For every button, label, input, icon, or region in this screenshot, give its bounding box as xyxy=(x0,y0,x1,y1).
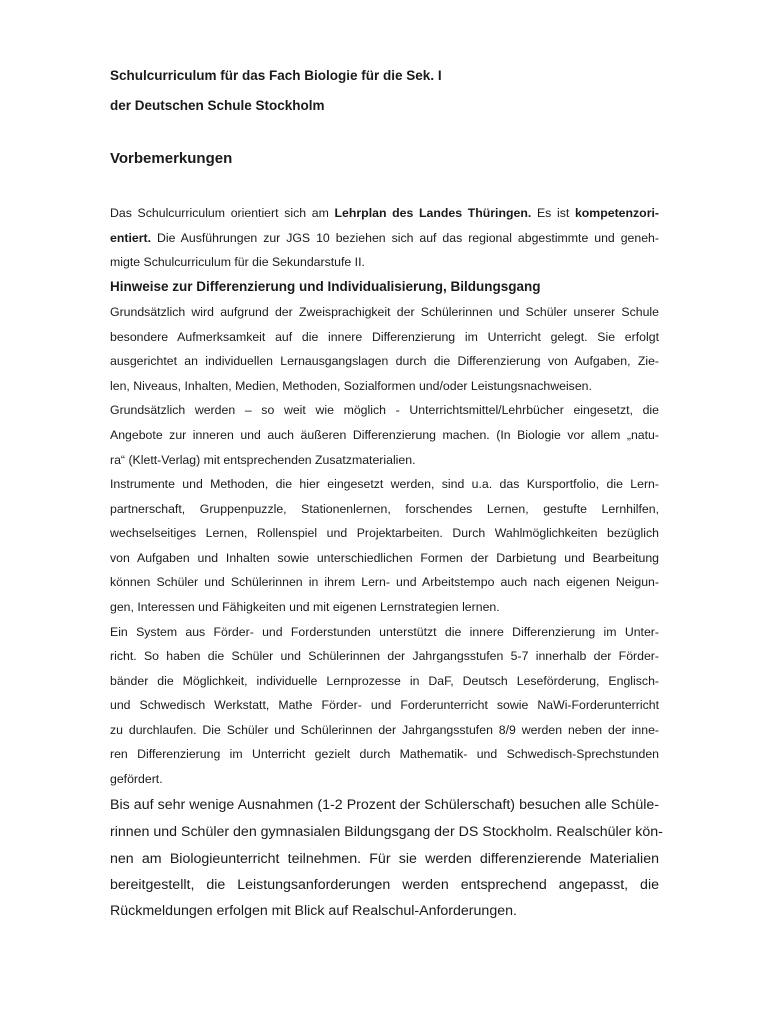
intro-emphasis-kompetenz: kompetenzori- xyxy=(574,206,659,220)
body-line: richt. So haben die Schüler und Schülerinnen der Jahrgangsstufen 5-7 innerhalb der Förder- xyxy=(110,649,659,663)
body-line: und Schwedisch Werkstatt, Mathe Förder- und Forderunterricht sowie NaWi-Forderunterricht xyxy=(110,698,659,712)
document-title-line-1: Schulcurriculum für das Fach Biologie für die Sek. I xyxy=(110,68,442,83)
intro-line-3: migte Schulcurriculum für die Sekundarstufe II. xyxy=(110,255,365,269)
intro-text: Es ist xyxy=(536,206,570,220)
section-heading-vorbemerkungen: Vorbemerkungen xyxy=(110,150,233,167)
body-line-large: Rückmeldungen erfolgen mit Blick auf Realschul-Anforderungen. xyxy=(110,903,517,919)
document-title-line-2: der Deutschen Schule Stockholm xyxy=(110,98,325,113)
body-line: bänder die Möglichkeit, individuelle Lernprozesse in DaF, Deutsch Leseförderung, Englisch- xyxy=(110,674,659,688)
body-line-large: nen am Biologieunterricht teilnehmen. Für sie werden differenzierende Materialien xyxy=(110,851,659,867)
body-line: gefördert. xyxy=(110,772,163,786)
body-line: können Schüler und Schülerinnen in ihrem Lern- und Arbeitstempo auch nach eigenen Neigun- xyxy=(110,575,659,589)
body-line: von Aufgaben und Inhalten sowie unterschiedlichen Formen der Darbietung und Bearbeitung xyxy=(110,551,659,565)
body-line: ausgerichtet an individuellen Lernausgangslagen durch die Differenzierung von Aufgaben, Zie- xyxy=(110,354,659,368)
body-line: partnerschaft, Gruppenpuzzle, Stationenlernen, forschendes Lernen, gestufte Lernhilfen, xyxy=(110,502,659,516)
body-line: Grundsätzlich wird aufgrund der Zweisprachigkeit der Schülerinnen und Schüler unserer Schule xyxy=(110,305,659,319)
body-line-large: Bis auf sehr wenige Ausnahmen (1-2 Prozent der Schülerschaft) besuchen alle Schüle- xyxy=(110,797,659,813)
body-line: len, Niveaus, Inhalten, Medien, Methoden, Sozialformen und/oder Leistungsnachweisen. xyxy=(110,379,592,393)
section-heading-hinweise: Hinweise zur Differenzierung und Individualisierung, Bildungsgang xyxy=(110,279,541,294)
intro-text: Das Schulcurriculum orientiert sich am xyxy=(110,206,329,220)
body-line: ren Differenzierung im Unterricht gezielt durch Mathematik- und Schwedisch-Sprechstunden xyxy=(110,747,659,761)
intro-emphasis-entiert: entiert. xyxy=(110,231,151,245)
body-line: Ein System aus Förder- und Forderstunden unterstützt die innere Differenzierung im Unter- xyxy=(110,625,659,639)
intro-line-2 xyxy=(110,232,659,244)
intro-text: Die Ausführungen zur JGS 10 beziehen sich auf das regional abgestimmte und geneh- xyxy=(156,231,659,245)
body-line: Instrumente und Methoden, die hier eingesetzt werden, sind u.a. das Kursportfolio, die Lern- xyxy=(110,477,659,491)
intro-line-1 xyxy=(110,207,659,219)
body-line: gen, Interessen und Fähigkeiten und mit eigenen Lernstrategien lernen. xyxy=(110,600,500,614)
body-line-large: bereitgestellt, die Leistungsanforderungen werden entsprechend angepasst, die xyxy=(110,877,659,893)
body-line-large: rinnen und Schüler den gymnasialen Bildungsgang der DS Stockholm. Realschüler kön- xyxy=(110,824,663,840)
body-line: wechselseitiges Lernen, Rollenspiel und Projektarbeiten. Durch Wahlmöglichkeiten bezüglich xyxy=(110,526,659,540)
intro-emphasis-lehrplan: Lehrplan des Landes Thüringen. xyxy=(334,206,532,220)
body-line: Angebote zur inneren und auch äußeren Differenzierung machen. (In Biologie vor allem „natu- xyxy=(110,428,659,442)
body-line: zu durchlaufen. Die Schüler und Schülerinnen der Jahrgangsstufen 8/9 werden neben der inne- xyxy=(110,723,659,737)
body-line: Grundsätzlich werden – so weit wie möglich - Unterrichtsmittel/Lehrbücher eingesetzt, die xyxy=(110,403,659,417)
body-line: ra“ (Klett-Verlag) mit entsprechenden Zusatzmaterialien. xyxy=(110,453,416,467)
body-line: besondere Aufmerksamkeit auf die innere Differenzierung im Unterricht gelegt. Sie erfolgt xyxy=(110,330,659,344)
